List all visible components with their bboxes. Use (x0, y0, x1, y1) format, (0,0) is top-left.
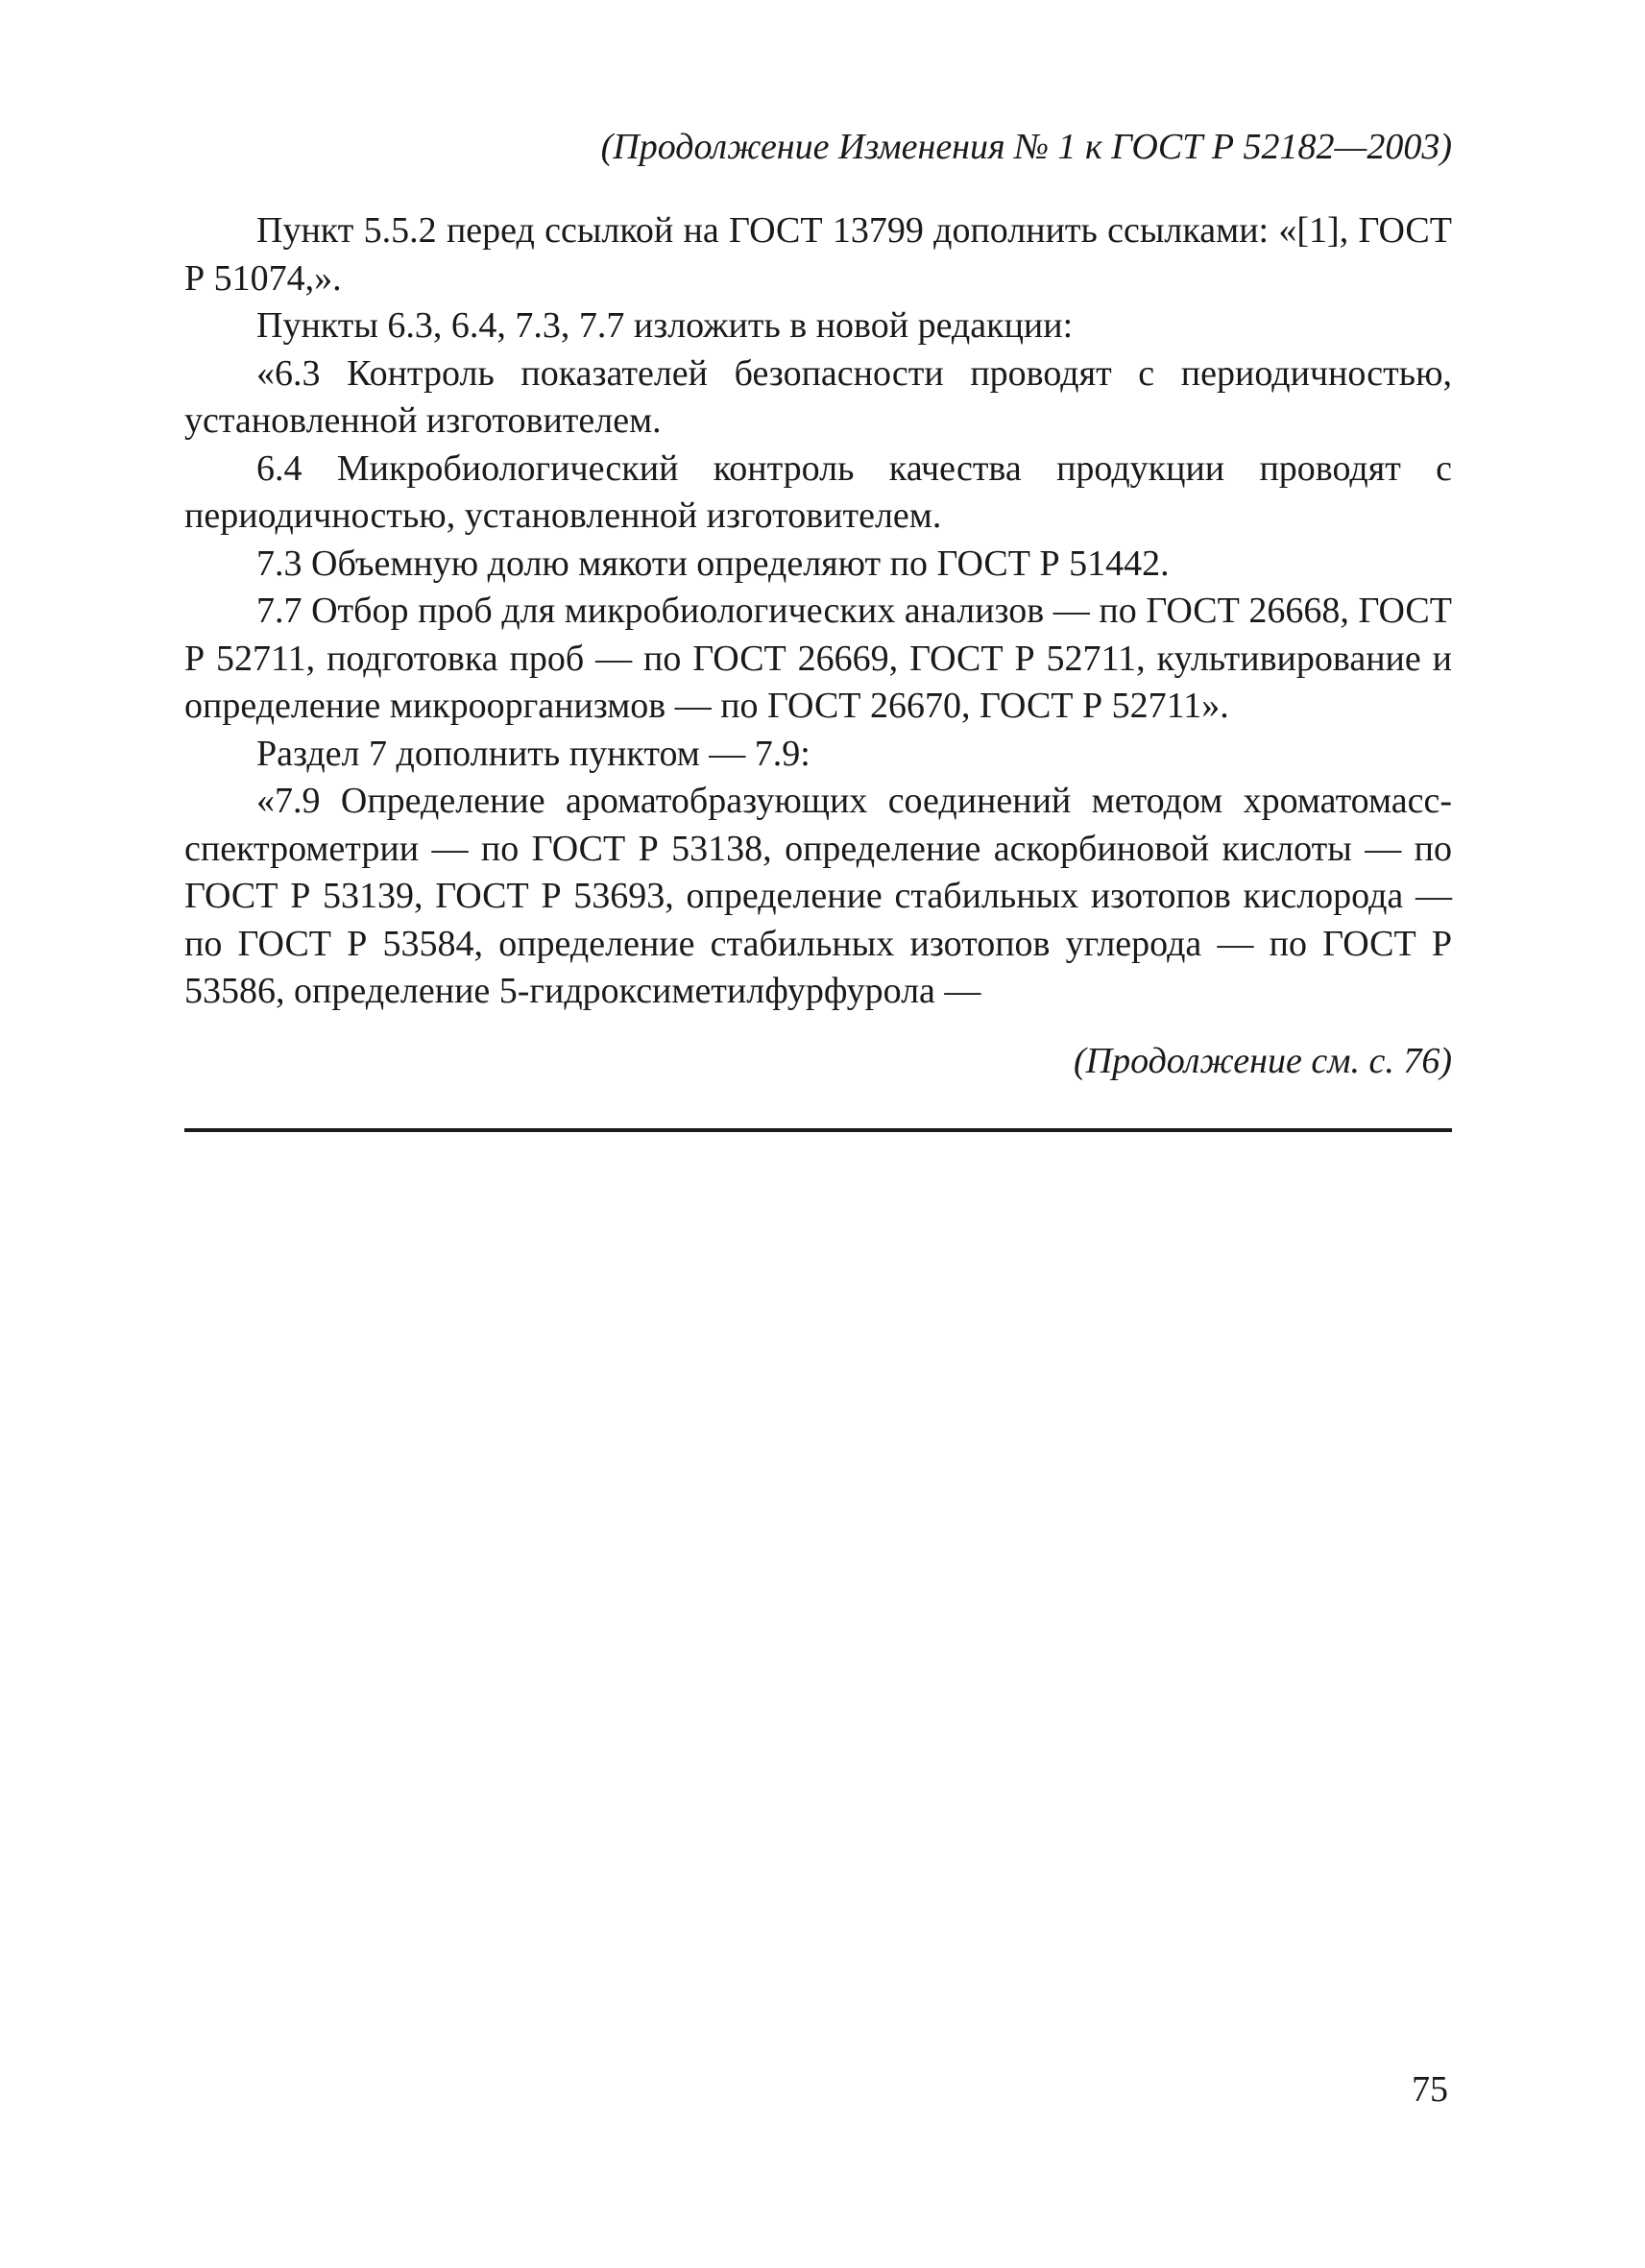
paragraph: Пункты 6.3, 6.4, 7.3, 7.7 изложить в новой редакции: (256, 305, 1074, 346)
paragraph: «7.9 Определение ароматобразующих соединений методом хроматомасс-спектрометрии — по ГОСТ Р 53138, определение аскорбиновой кислоты — по ГОСТ Р 53139, ГОСТ Р 53693, определение стабильных изотопов кислорода — по ГОСТ Р 53584, определение стабильных изотопов углерода — по ГОСТ Р 53586, определение 5-гидроксиметилфурфурола — (184, 781, 1452, 1011)
continuation-note: (Продолжение см. с. 76) (1073, 1040, 1452, 1081)
paragraph: 7.7 Отбор проб для микробиологических анализов — по ГОСТ 26668, ГОСТ Р 52711, подготовка проб — по ГОСТ 26669, ГОСТ Р 52711, культивирование и определение микроорганизмов — по ГОСТ 26670, ГОСТ Р 52711». (184, 591, 1452, 726)
paragraph: «6.3 Контроль показателей безопасности проводят с периодичностью, установленной изготовителем. (184, 352, 1452, 441)
paragraph: Пункт 5.5.2 перед ссылкой на ГОСТ 13799 дополнить ссылками: «[1], ГОСТ Р 51074,». (184, 210, 1452, 299)
running-header: (Продолжение Изменения № 1 к ГОСТ Р 52182—2003) (600, 127, 1452, 167)
paragraph: Раздел 7 дополнить пунктом — 7.9: (256, 733, 810, 774)
body-text (184, 207, 1452, 1016)
paragraph: 7.3 Объемную долю мякоти определяют по ГОСТ Р 51442. (256, 543, 1170, 584)
paragraph: 6.4 Микробиологический контроль качества продукции проводят с периодичностью, установленной изготовителем. (184, 447, 1452, 536)
section-divider (184, 1128, 1452, 1132)
document-page (184, 123, 1452, 1132)
page-number: 75 (1412, 2069, 1448, 2110)
